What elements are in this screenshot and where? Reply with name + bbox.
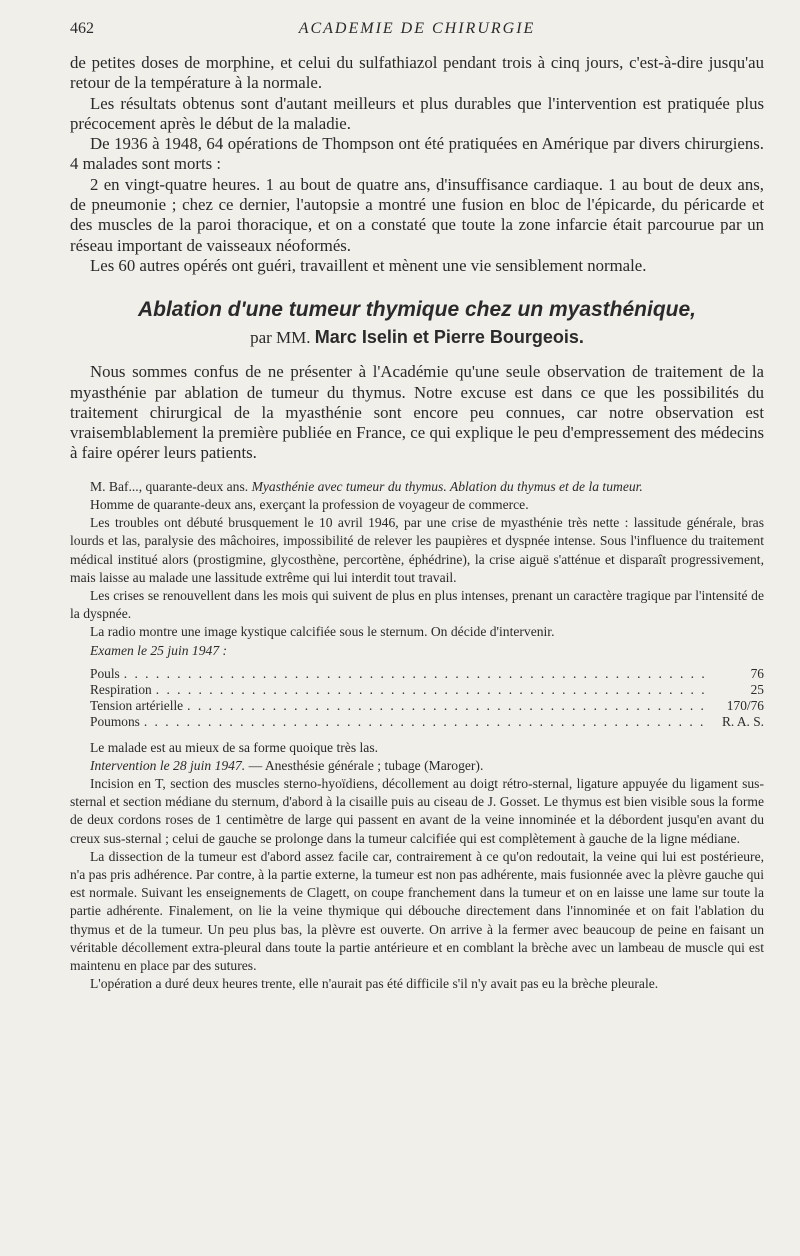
paragraph: de petites doses de morphine, et celui du sulfathiazol pendant trois à cinq jours, c'est-à-dire jusqu'au retour de la température à la normale. [70, 53, 764, 93]
paragraph: La radio montre une image kystique calcifiée sous le sternum. On décide d'intervenir. [90, 624, 555, 640]
exam-value: 76 [750, 665, 764, 681]
intervention-line [70, 757, 764, 775]
exam-row [90, 682, 764, 698]
article-title: Ablation d'une tumeur thymique chez un myasthénique, [137, 298, 697, 322]
exam-value: 170/76 [726, 698, 764, 714]
exam-value: 25 [750, 681, 764, 697]
paragraph: Homme de quarante-deux ans, exerçant la profession de voyageur de commerce. [90, 496, 529, 512]
page-number: 462 [70, 20, 94, 37]
exam-label: Tension artérielle [90, 698, 184, 714]
patient-diagnosis: Myasthénie avec tumeur du thymus. Ablation du thymus et de la tumeur. [251, 478, 643, 494]
article-authors: Marc Iselin et Pierre Bourgeois. [314, 327, 584, 348]
page-header [70, 18, 764, 46]
exam-heading-text: Examen le 25 juin 1947 : [90, 642, 228, 658]
dot-leader [187, 698, 706, 714]
exam-heading [70, 642, 764, 660]
dot-leader [144, 714, 706, 730]
exam-row [90, 666, 764, 682]
exam-label: Pouls [90, 665, 120, 681]
paragraph: Nous sommes confus de ne présenter à l'Académie qu'une seule observation de traitement de la myasthénie par ablation de tumeur du thymus. Notre excuse est dans ce que les possibilités du traitement chirurgical de la myasthénie sont encore peu connues, car notre observation est vraisemblablement la première publiée en France, ce qui explique le peu d'empressement des médecins à faire opérer leurs patients. [70, 362, 764, 463]
exam-value: R. A. S. [721, 714, 764, 730]
case-report [70, 478, 764, 994]
exam-table [90, 666, 764, 731]
paragraph: De 1936 à 1948, 64 opérations de Thompson ont été pratiquées en Amérique par divers chirurgiens. 4 malades sont morts : [70, 134, 764, 174]
continuation-text [70, 53, 764, 276]
paragraph: Les troubles ont débuté brusquement le 10 avril 1946, par une crise de myasthénie très nette : lassitude générale, bras lourds et las, paralysie des mâchoires, impossibilité de relever les paupières et dyspnée intense. Sous l'influence du traitement médical institué alors (prostigmine, glycosthène, percortène, éphédrine), la crise aiguë s'atténue et disparaît progressivement, mais laisse au malade une lassitude extrême qui lui interdit tout travail. [70, 515, 764, 585]
paragraph: L'opération a duré deux heures trente, elle n'aurait pas été difficile s'il n'y avait pas eu la brèche pleurale. [90, 976, 659, 992]
paragraph: Les résultats obtenus sont d'autant meilleurs et plus durables que l'intervention est pratiquée plus précocement après le début de la maladie. [70, 93, 764, 133]
intervention-anesthesia: — Anesthésie générale ; tubage (Maroger). [248, 757, 484, 773]
byline-prefix: par MM. [250, 328, 311, 348]
paragraph: Le malade est au mieux de sa forme quoique très las. [90, 739, 379, 755]
paragraph: La dissection de la tumeur est d'abord assez facile car, contrairement à ce qu'on redoutait, la veine qui lui est postérieure, n'a pas pris adhérence. Par contre, à la partie externe, la tumeur est non pas adhérente, mais fusionnée avec la plèvre gauche qui est normale. Suivant les enseignements de Clagett, on coupe franchement dans la tumeur et on en laisse une lame sur toute la partie adhérente. Finalement, on lie la veine thymique qui débouche directement dans l'innominée et on fait l'ablation du thymus et de la tumeur. Un peu plus bas, la plèvre est ouverte. On arrive à la fermer avec beaucoup de peine en faisant un véritable décollement extra-pleural dans toute la partie antérieure et en comblant la brèche avec un lambeau de muscle qui est maintenu en place par des sutures. [70, 848, 764, 974]
article-intro [70, 362, 764, 463]
dot-leader [156, 682, 706, 698]
intervention-date: Intervention le 28 juin 1947. [90, 757, 246, 773]
article-byline [70, 327, 764, 348]
exam-row [90, 714, 764, 730]
exam-label: Respiration [90, 681, 152, 697]
running-title: ACADEMIE DE CHIRURGIE [298, 20, 536, 37]
patient-line [70, 478, 764, 496]
paragraph: Incision en T, section des muscles sterno-hyoïdiens, décollement au doigt rétro-sternal, ligature appuyée du ligament sus-sternal et section médiane du sternum, d'abord à la cisaille puis au ciseau de J. Gosset. Le thymus est bien visible sous la forme de deux cordons roses de 1 centimètre de large qui passent en avant de la veine innominée et la débordent jusqu'en avant du creux sus-sternal ; celui de gauche se prolonge dans la tumeur calcifiée qui est complètement à gauche de la ligne médiane. [70, 776, 764, 846]
patient-id: M. Baf..., quarante-deux ans. [90, 478, 249, 494]
exam-row [90, 698, 764, 714]
paragraph: 2 en vingt-quatre heures. 1 au bout de quatre ans, d'insuffisance cardiaque. 1 au bout de deux ans, de pneumonie ; chez ce dernier, l'autopsie a montré une fusion en bloc de l'épicarde, du péricarde et des muscles de la paroi thoracique, et on a constaté que toute la zone infarcie était parcourue par un réseau important de vaisseaux néoformés. [70, 174, 764, 255]
exam-label: Poumons [90, 714, 140, 730]
dot-leader [124, 666, 706, 682]
paragraph: Les 60 autres opérés ont guéri, travaillent et mènent une vie sensiblement normale. [90, 255, 647, 275]
paragraph: Les crises se renouvellent dans les mois qui suivent de plus en plus intenses, prenant un caractère tragique par l'intensité de la dyspnée. [70, 587, 764, 622]
